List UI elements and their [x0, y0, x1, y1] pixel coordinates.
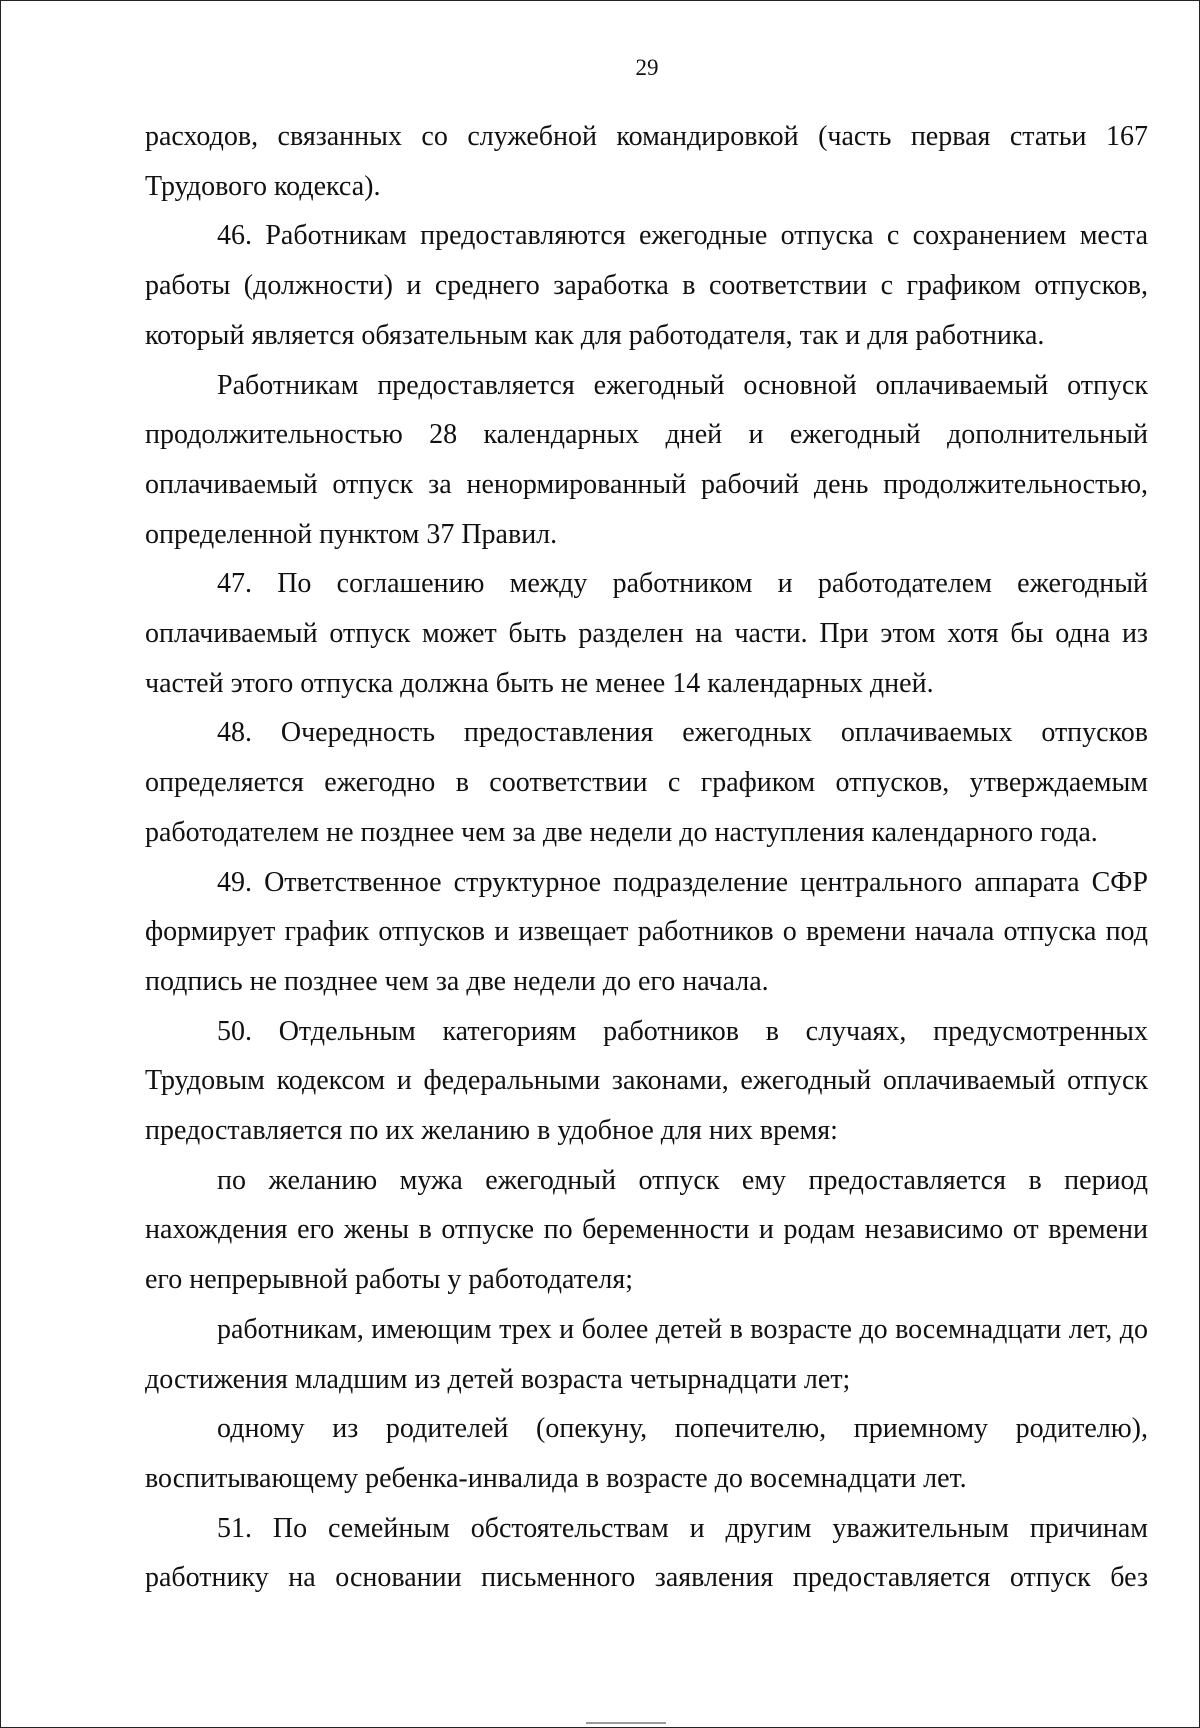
paragraph-46: 46. Работникам предоставляются ежегодные отпуска с сохранением места работы (должности) и среднего заработка в соответствии с графиком отпусков, который является обязательным как для работодателя, так и для работника. [145, 220, 1148, 351]
paragraph-50-husband: по желанию мужа ежегодный отпуск ему предоставляется в период нахождения его жены в отпуске по беременности и родам независимо от времени его непрерывной работы у работодателя; [145, 1164, 1148, 1296]
paragraph-51: 51. По семейным обстоятельствам и другим уважительным причинам работнику на основании письменного заявления предоставляется отпуск без [145, 1512, 1148, 1594]
document-body [145, 112, 1148, 1603]
paragraph-50: 50. Отдельным категориям работников в случаях, предусмотренных Трудовым кодексом и федеральными законами, ежегодный оплачиваемый отпуск предоставляется по их желанию в удобное для них время: [145, 1015, 1148, 1147]
page-number: 29 [635, 55, 659, 80]
paragraph-continuation: расходов, связанных со служебной командировкой (часть первая статьи 167 Трудового кодекса). [145, 121, 1148, 202]
paragraph-48: 48. Очередность предоставления ежегодных оплачиваемых отпусков определяется ежегодно в соответствии с графиком отпусков, утверждаемым работодателем не позднее чем за две недели до наступления календарного года. [145, 717, 1148, 848]
paragraph-50-disabled-child: одному из родителей (опекуну, попечителю, приемному родителю), воспитывающему ребенка-инвалида в возрасте до восемнадцати лет. [145, 1413, 1148, 1494]
scan-edge-mark [586, 1722, 666, 1724]
paragraph-50-large-family: работникам, имеющим трех и более детей в возрасте до восемнадцати лет, до достижения младшим из детей возраста четырнадцати лет; [145, 1313, 1148, 1395]
paragraph-47: 47. По соглашению между работником и работодателем ежегодный оплачиваемый отпуск может быть разделен на части. При этом хотя бы одна из частей этого отпуска должна быть не менее 14 календарных дней. [145, 568, 1148, 699]
paragraph-49: 49. Ответственное структурное подразделение центрального аппарата СФР формирует график отпусков и извещает работников о времени начала отпуска под подпись не позднее чем за две недели до его начала. [145, 866, 1148, 997]
paragraph-46-annual-leave: Работникам предоставляется ежегодный основной оплачиваемый отпуск продолжительностью 28 календарных дней и ежегодный дополнительный оплачиваемый отпуск за ненормированный рабочий день продолжительностью, определенной пунктом 37 Правил. [145, 369, 1148, 550]
